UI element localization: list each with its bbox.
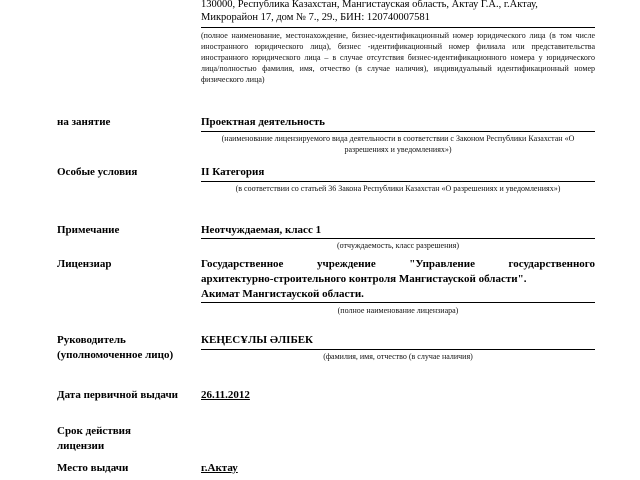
activity-underline [201, 131, 595, 132]
remark-label: Примечание [57, 224, 120, 236]
head-label: Руководитель [57, 334, 126, 346]
place-label: Место выдачи [57, 462, 129, 474]
licensee-address-line-1: 130000, Республика Казахстан, Мангистауская область, Актау Г.А., г.Актау, [201, 0, 538, 10]
place-value: г.Актау [201, 462, 238, 474]
licensor-line-1: Государственное учреждение "Управление государственного [201, 258, 595, 270]
conditions-label: Особые условия [57, 166, 138, 178]
licensor-underline [201, 302, 595, 303]
licensor-note: (полное наименование лицензиара) [337, 306, 459, 315]
licensee-description-note: (полное наименование, местонахождение, бизнес-идентификационный номер юридического лица (в том числе иностранного юридического лица), бизнес -идентификационный номер филиала или представительства иностранного юридического лица – в случае отсутствия бизнес-идентификационного номера у юридического лица/полностью фамилия, имя, отчество (в случае наличия), индивидуальный идентификационный номер физического лица) [201, 31, 595, 84]
remark-value: Неотчуждаемая, класс 1 [201, 224, 322, 236]
issue-date-label: Дата первичной выдачи [57, 389, 179, 401]
validity-label-sub: лицензии [57, 440, 105, 452]
head-note: (фамилия, имя, отчество (в случае наличия) [323, 352, 473, 361]
conditions-note: (в соответствии со статьей 36 Закона Республики Казахстан «О разрешениях и уведомлениях») [235, 184, 561, 193]
issue-date-value: 26.11.2012 [201, 389, 250, 401]
header-underline [201, 27, 595, 28]
activity-label: на занятие [57, 116, 111, 128]
head-label-sub: (уполномоченное лицо) [57, 349, 174, 361]
remark-note: (отчуждаемость, класс разрешения) [336, 241, 460, 250]
remark-underline [201, 238, 595, 239]
licensor-label: Лицензиар [57, 258, 112, 270]
head-underline [201, 349, 595, 350]
licensor-line-2: архитектурно-строительного контроля Мангистауской области". [201, 273, 527, 285]
activity-note: (наименование лицензируемого вида деятельности в соответствии с Законом Республики Казахстан «О разрешениях и уведомлениях») [221, 134, 575, 154]
licensor-line-3: Акимат Мангистауской области. [201, 288, 364, 300]
licensee-address-line-2: Микрорайон 17, дом № 7., 29., БИН: 120740007581 [201, 12, 430, 23]
validity-label: Срок действия [57, 425, 131, 437]
conditions-underline [201, 181, 595, 182]
conditions-value: II Категория [201, 166, 265, 178]
head-name: КЕҢЕСҰЛЫ ӘЛІБЕК [201, 334, 314, 346]
activity-value: Проектная деятельность [201, 116, 325, 128]
